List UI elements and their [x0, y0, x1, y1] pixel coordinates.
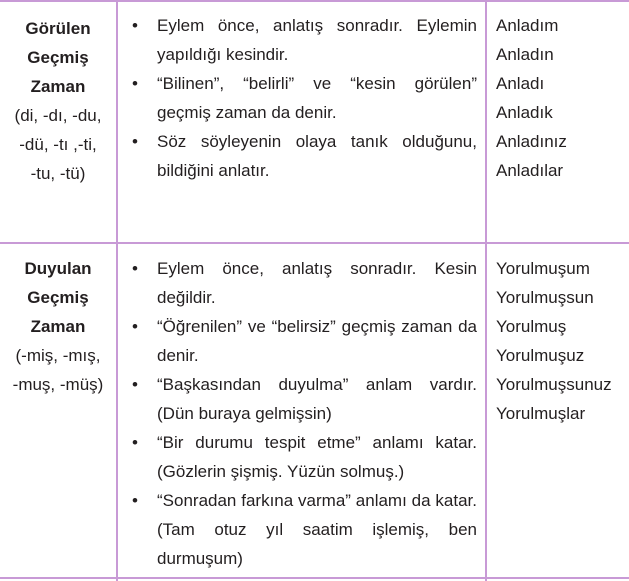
item-text: “Başkasından duyulma” anlam vardır. (Dün buraya gelmişsin) — [157, 375, 477, 423]
column-divider — [116, 2, 118, 242]
column-divider — [485, 2, 487, 242]
tense-title-line: Görülen — [25, 19, 91, 38]
example-word: Yorulmuş — [496, 317, 567, 336]
column-divider — [116, 244, 118, 581]
example-word: Yorulmuşuz — [496, 346, 585, 365]
example-word: Anladık — [496, 103, 553, 122]
tense-title-line: Duyulan — [24, 259, 92, 278]
item-text: “Bir durumu tespit etme” anlamı katar. (Gözlerin şişmiş. Yüzün solmuş.) — [157, 433, 477, 481]
suffix-line: (di, -dı, -du, — [14, 106, 102, 125]
tense-title-line: Geçmiş — [27, 288, 89, 307]
item-text: Eylem önce, anlatış sonradır. Eylemin yapıldığı kesindir. — [157, 16, 477, 64]
tense-title-line: Geçmiş — [27, 48, 89, 67]
table-row-duyulan-gecmis — [0, 242, 629, 581]
bullet-icon: • — [132, 317, 138, 336]
bullet-icon: • — [132, 132, 138, 151]
bullet-icon: • — [132, 491, 138, 510]
tense-name-cell — [0, 14, 116, 188]
tense-title-line: Zaman — [30, 77, 86, 96]
bullet-icon: • — [132, 433, 138, 452]
example-word: Yorulmuşlar — [496, 404, 586, 423]
list-item — [126, 312, 477, 370]
item-text: “Sonradan farkına varma” anlamı da katar. (Tam otuz yıl saatim işlemiş, ben durmuşum) — [157, 491, 477, 568]
table-row-gorulen-gecmis — [0, 2, 629, 242]
list-item — [126, 69, 477, 127]
item-text: Eylem önce, anlatış sonradır. Kesin değildir. — [157, 259, 477, 307]
example-word: Anladım — [496, 16, 559, 35]
example-word: Anladılar — [496, 161, 564, 180]
bullet-icon: • — [132, 259, 138, 278]
bullet-icon: • — [132, 16, 138, 35]
suffix-line: -muş, -müş) — [12, 375, 104, 394]
description-cell — [126, 254, 477, 573]
examples-cell — [496, 254, 612, 428]
bullet-icon: • — [132, 74, 138, 93]
example-word: Yorulmuşum — [496, 259, 590, 278]
suffix-line: (-miş, -mış, — [15, 346, 101, 365]
example-word: Yorulmuşsunuz — [496, 375, 612, 394]
list-item — [126, 11, 477, 69]
item-text: Söz söyleyenin olaya tanık olduğunu, bildiğini anlatır. — [157, 132, 477, 180]
examples-cell — [496, 11, 567, 185]
list-item — [126, 370, 477, 428]
bullet-icon: • — [132, 375, 138, 394]
example-word: Anladın — [496, 45, 554, 64]
list-item — [126, 428, 477, 486]
item-text: “Öğrenilen” ve “belirsiz” geçmiş zaman da denir. — [157, 317, 477, 365]
example-word: Yorulmuşsun — [496, 288, 594, 307]
tense-title-line: Zaman — [30, 317, 86, 336]
example-word: Anladı — [496, 74, 545, 93]
tense-name-cell — [0, 254, 116, 399]
list-item — [126, 486, 477, 573]
suffix-line: -dü, -tı ,-ti, — [19, 135, 97, 154]
list-item — [126, 254, 477, 312]
description-cell — [126, 11, 477, 185]
item-text: “Bilinen”, “belirli” ve “kesin görülen” geçmiş zaman da denir. — [157, 74, 477, 122]
list-item — [126, 127, 477, 185]
suffix-line: -tu, -tü) — [30, 164, 86, 183]
example-word: Anladınız — [496, 132, 567, 151]
column-divider — [485, 244, 487, 581]
